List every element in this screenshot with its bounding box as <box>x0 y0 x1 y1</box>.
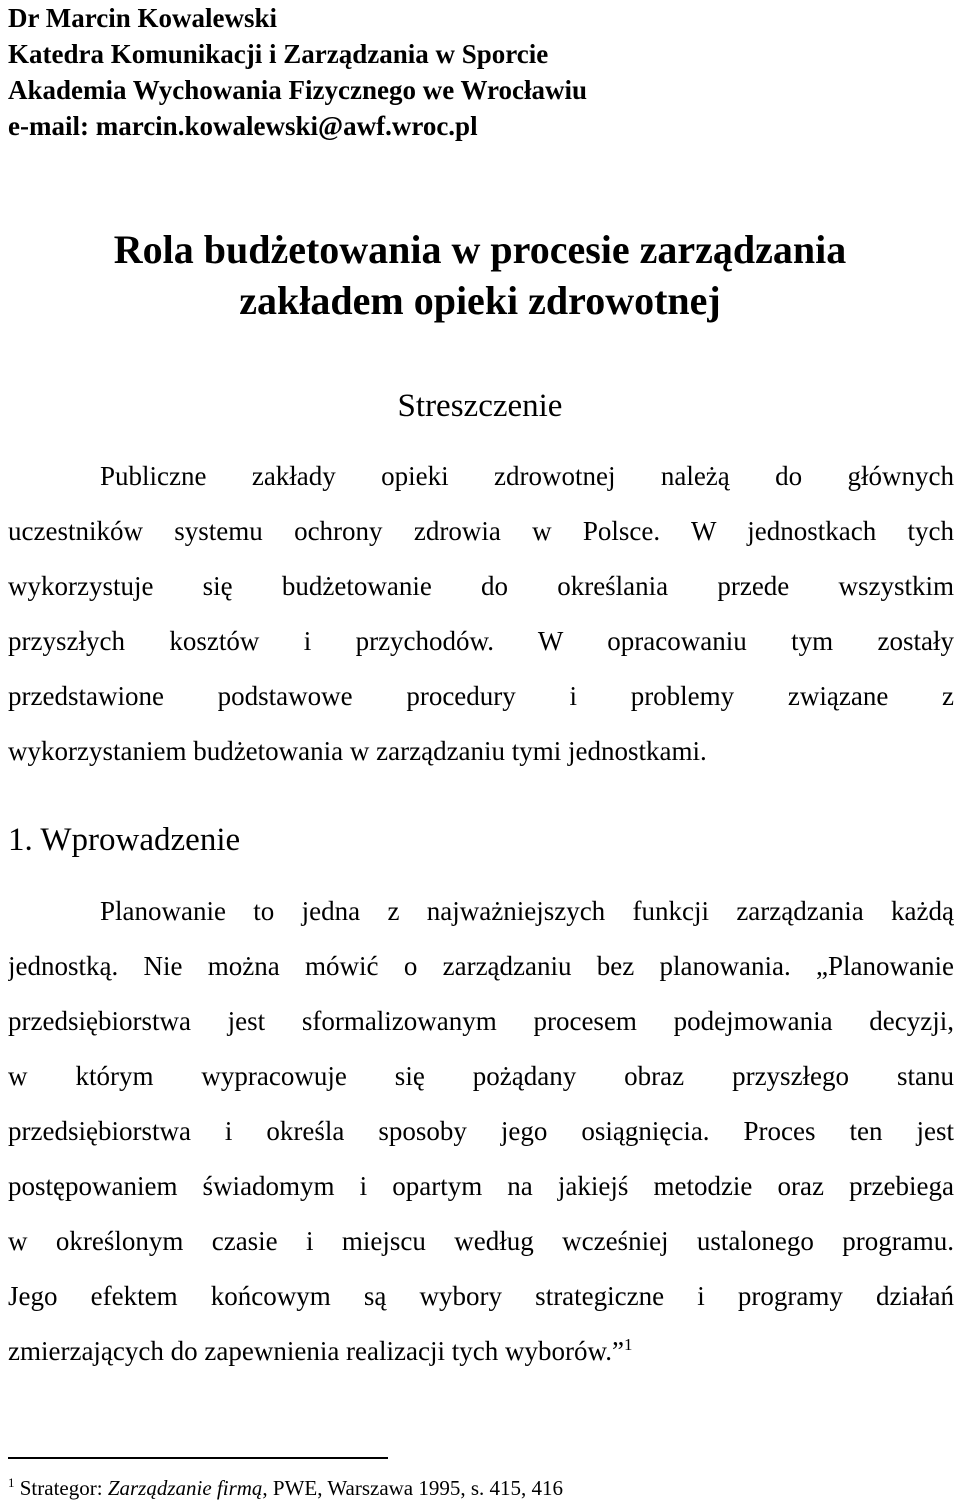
body-line: przedsiębiorstwa i określa sposoby jego osiągnięcia. Proces ten jest <box>8 1116 954 1146</box>
abstract-line: przedstawione podstawowe procedury i problemy związane z <box>8 681 954 711</box>
footnote-reference[interactable]: 1 <box>623 1335 633 1354</box>
footnote <box>8 1474 563 1502</box>
footnote-suffix: , PWE, Warszawa 1995, s. 415, 416 <box>262 1476 564 1500</box>
abstract-line: uczestników systemu ochrony zdrowia w Polsce. W jednostkach tych <box>8 516 954 546</box>
footnote-prefix: Strategor: <box>19 1476 108 1500</box>
body-line-last <box>8 1324 954 1379</box>
title-line-2: zakładem opieki zdrowotnej <box>239 278 721 323</box>
body-line: jednostką. Nie można mówić o zarządzaniu bez planowania. „Planowanie <box>8 951 954 981</box>
author-department: Katedra Komunikacji i Zarządzania w Sporcie <box>8 39 549 69</box>
footnote-italic-title: Zarządzanie firmą <box>107 1476 263 1500</box>
abstract-heading: Streszczenie <box>397 388 563 424</box>
body-line: w określonym czasie i miejscu według wcześniej ustalonego programu. <box>8 1226 954 1256</box>
footnote-separator <box>8 1457 388 1459</box>
title-line-1: Rola budżetowania w procesie zarządzania <box>113 227 847 272</box>
body-line: przedsiębiorstwa jest sformalizowanym procesem podejmowania decyzji, <box>8 1006 954 1036</box>
body-line: postępowaniem świadomym i opartym na jakiejś metodzie oraz przebiega <box>8 1171 954 1201</box>
section-heading: 1. Wprowadzenie <box>8 822 241 858</box>
body-line: w którym wypracowuje się pożądany obraz przyszłego stanu <box>8 1061 954 1091</box>
abstract-line: wykorzystaniem budżetowania w zarządzaniu tymi jednostkami. <box>8 736 707 766</box>
body-line-text: zmierzających do zapewnienia realizacji tych wyborów.” <box>8 1336 624 1366</box>
abstract-line: przyszłych kosztów i przychodów. W opracowaniu tym zostały <box>8 626 954 656</box>
paper-title <box>0 224 960 326</box>
body-line: Planowanie to jedna z najważniejszych funkcji zarządzania każdą <box>100 896 954 926</box>
abstract-line: wykorzystuje się budżetowanie do określania przede wszystkim <box>8 571 954 601</box>
author-email: e-mail: marcin.kowalewski@awf.wroc.pl <box>8 111 478 141</box>
author-name: Dr Marcin Kowalewski <box>8 3 277 33</box>
abstract-line: Publiczne zakłady opieki zdrowotnej należą do głównych <box>100 461 954 491</box>
footnote-number: 1 <box>8 1475 15 1490</box>
author-block <box>8 0 587 144</box>
author-institution: Akademia Wychowania Fizycznego we Wrocławiu <box>8 75 587 105</box>
section-body <box>8 884 954 1379</box>
body-line: Jego efektem końcowym są wybory strategiczne i programy działań <box>8 1281 954 1311</box>
abstract-body <box>8 449 954 779</box>
